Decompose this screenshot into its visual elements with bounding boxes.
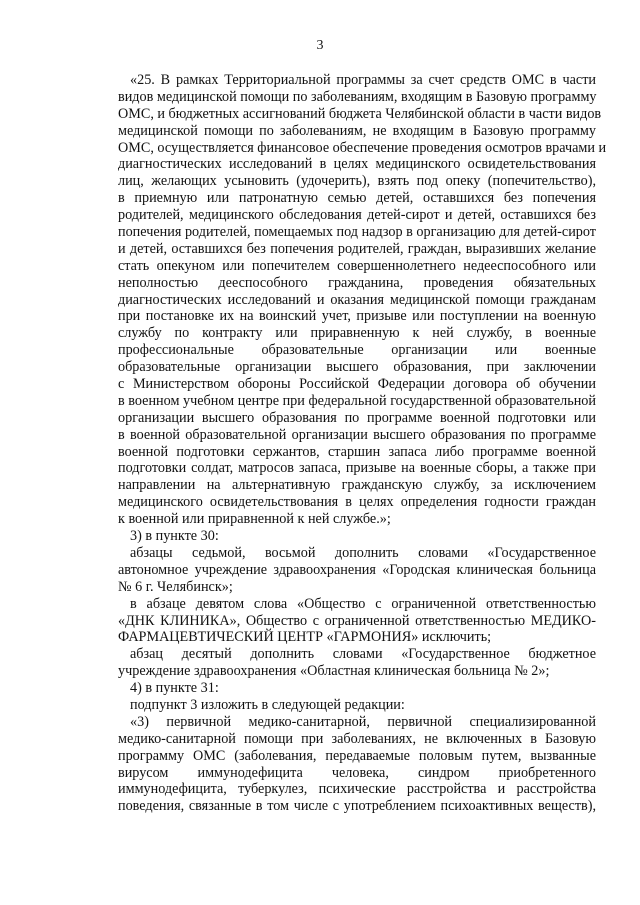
text-line: программу ОМС (заболевания, передаваемые половым путем, вызванные <box>118 747 596 764</box>
text-line: «25. В рамках Территориальной программы за счет средств ОМС в части <box>130 72 596 88</box>
text-line: ОМС, осуществляется финансовое обеспечение проведения осмотров врачами и <box>118 139 607 156</box>
text-line: в приемную или патронатную семью детей, оставшихся без попечения <box>118 190 596 207</box>
text-line: лиц, желающих усыновить (удочерить), взять под опеку (попечительство), <box>118 173 596 190</box>
document-body <box>118 72 607 815</box>
text-line: службу по контракту или приравненную к ней службу, в военные <box>118 325 596 342</box>
page-number: 3 <box>316 38 324 53</box>
text-line: «3) первичной медико-санитарной, первичной специализированной <box>130 713 596 730</box>
text-line: абзац десятый дополнить словами «Государственное бюджетное <box>130 646 596 663</box>
text-line: профессиональные образовательные организации или военные <box>118 342 596 359</box>
text-line: поведения, связанные в том числе с употреблением психоактивных веществ), <box>118 798 596 815</box>
text-line: в абзаце девятом слова «Общество с ограниченной ответственностью <box>130 595 596 612</box>
text-line: подпункт 3 изложить в следующей редакции: <box>130 696 405 713</box>
text-line: медицинской помощи по заболеваниям, не входящим в Базовую программу <box>118 122 596 139</box>
text-line: при постановке их на воинский учет, призыве или поступлении на военную <box>118 308 596 325</box>
text-line: видов медицинской помощи по заболеваниям, входящим в Базовую программу <box>118 88 597 105</box>
text-line: к военной или приравненной к ней службе.»; <box>118 511 391 528</box>
text-line: вирусом иммунодефицита человека, синдром приобретенного <box>118 764 596 781</box>
text-line: в военном учебном центре при федеральной государственной образовательной <box>118 392 596 409</box>
text-line: медико-санитарной помощи при заболеваниях, не включенных в Базовую <box>118 730 596 747</box>
text-line: иммунодефицита, туберкулез, психические расстройства и расстройства <box>118 781 596 798</box>
text-line: диагностических исследований и оказания медицинской помощи гражданам <box>118 291 596 308</box>
text-line: в военной образовательной организации высшего образования по программе <box>118 426 596 443</box>
text-line: № 6 г. Челябинск»; <box>118 578 233 595</box>
text-line: медицинского освидетельствования в целях определения годности граждан <box>118 494 596 511</box>
text-line: с Министерством обороны Российской Федерации договора об обучении <box>118 376 596 393</box>
text-line: абзацы седьмой, восьмой дополнить словами «Государственное <box>130 544 596 561</box>
text-line: неполностью дееспособного гражданина, проведения обязательных <box>118 274 596 291</box>
text-line: военной подготовки сержантов, старшин запаса либо программе военной <box>118 443 596 460</box>
text-line: ФАРМАЦЕВТИЧЕСКИЙ ЦЕНТР «ГАРМОНИЯ» исключить; <box>118 629 492 646</box>
text-line: ОМС, и бюджетных ассигнований бюджета Челябинской области в части видов <box>118 105 602 122</box>
text-line: 3) в пункте 30: <box>130 528 219 545</box>
text-line: направлении на альтернативную гражданскую службу, за исключением <box>118 477 596 494</box>
text-line: попечения родителей, помещаемых под надзор в организацию для детей-сирот <box>118 224 596 241</box>
text-line: диагностических исследований в целях медицинского освидетельствования <box>118 156 596 173</box>
text-line: 4) в пункте 31: <box>130 680 219 697</box>
text-line: организации высшего образования по программе военной подготовки или <box>118 409 596 426</box>
text-line: стать опекуном или попечителем совершеннолетнего недееспособного или <box>118 257 596 274</box>
text-line: и детей, оставшихся без попечения родителей, граждан, выразивших желание <box>118 240 596 257</box>
text-line: «ДНК КЛИНИКА», Общество с ограниченной ответственностью МЕДИКО- <box>118 612 596 629</box>
text-line: подготовки солдат, матросов запаса, призыве на военные сборы, а также при <box>118 460 596 477</box>
text-line: родителей, медицинского обследования детей-сирот и детей, оставшихся без <box>118 207 596 224</box>
text-line: образовательные организации высшего образования, при заключении <box>118 359 596 376</box>
text-line: учреждение здравоохранения «Областная клиническая больница № 2»; <box>118 663 550 680</box>
text-line: автономное учреждение здравоохранения «Городская клиническая больница <box>118 561 596 578</box>
